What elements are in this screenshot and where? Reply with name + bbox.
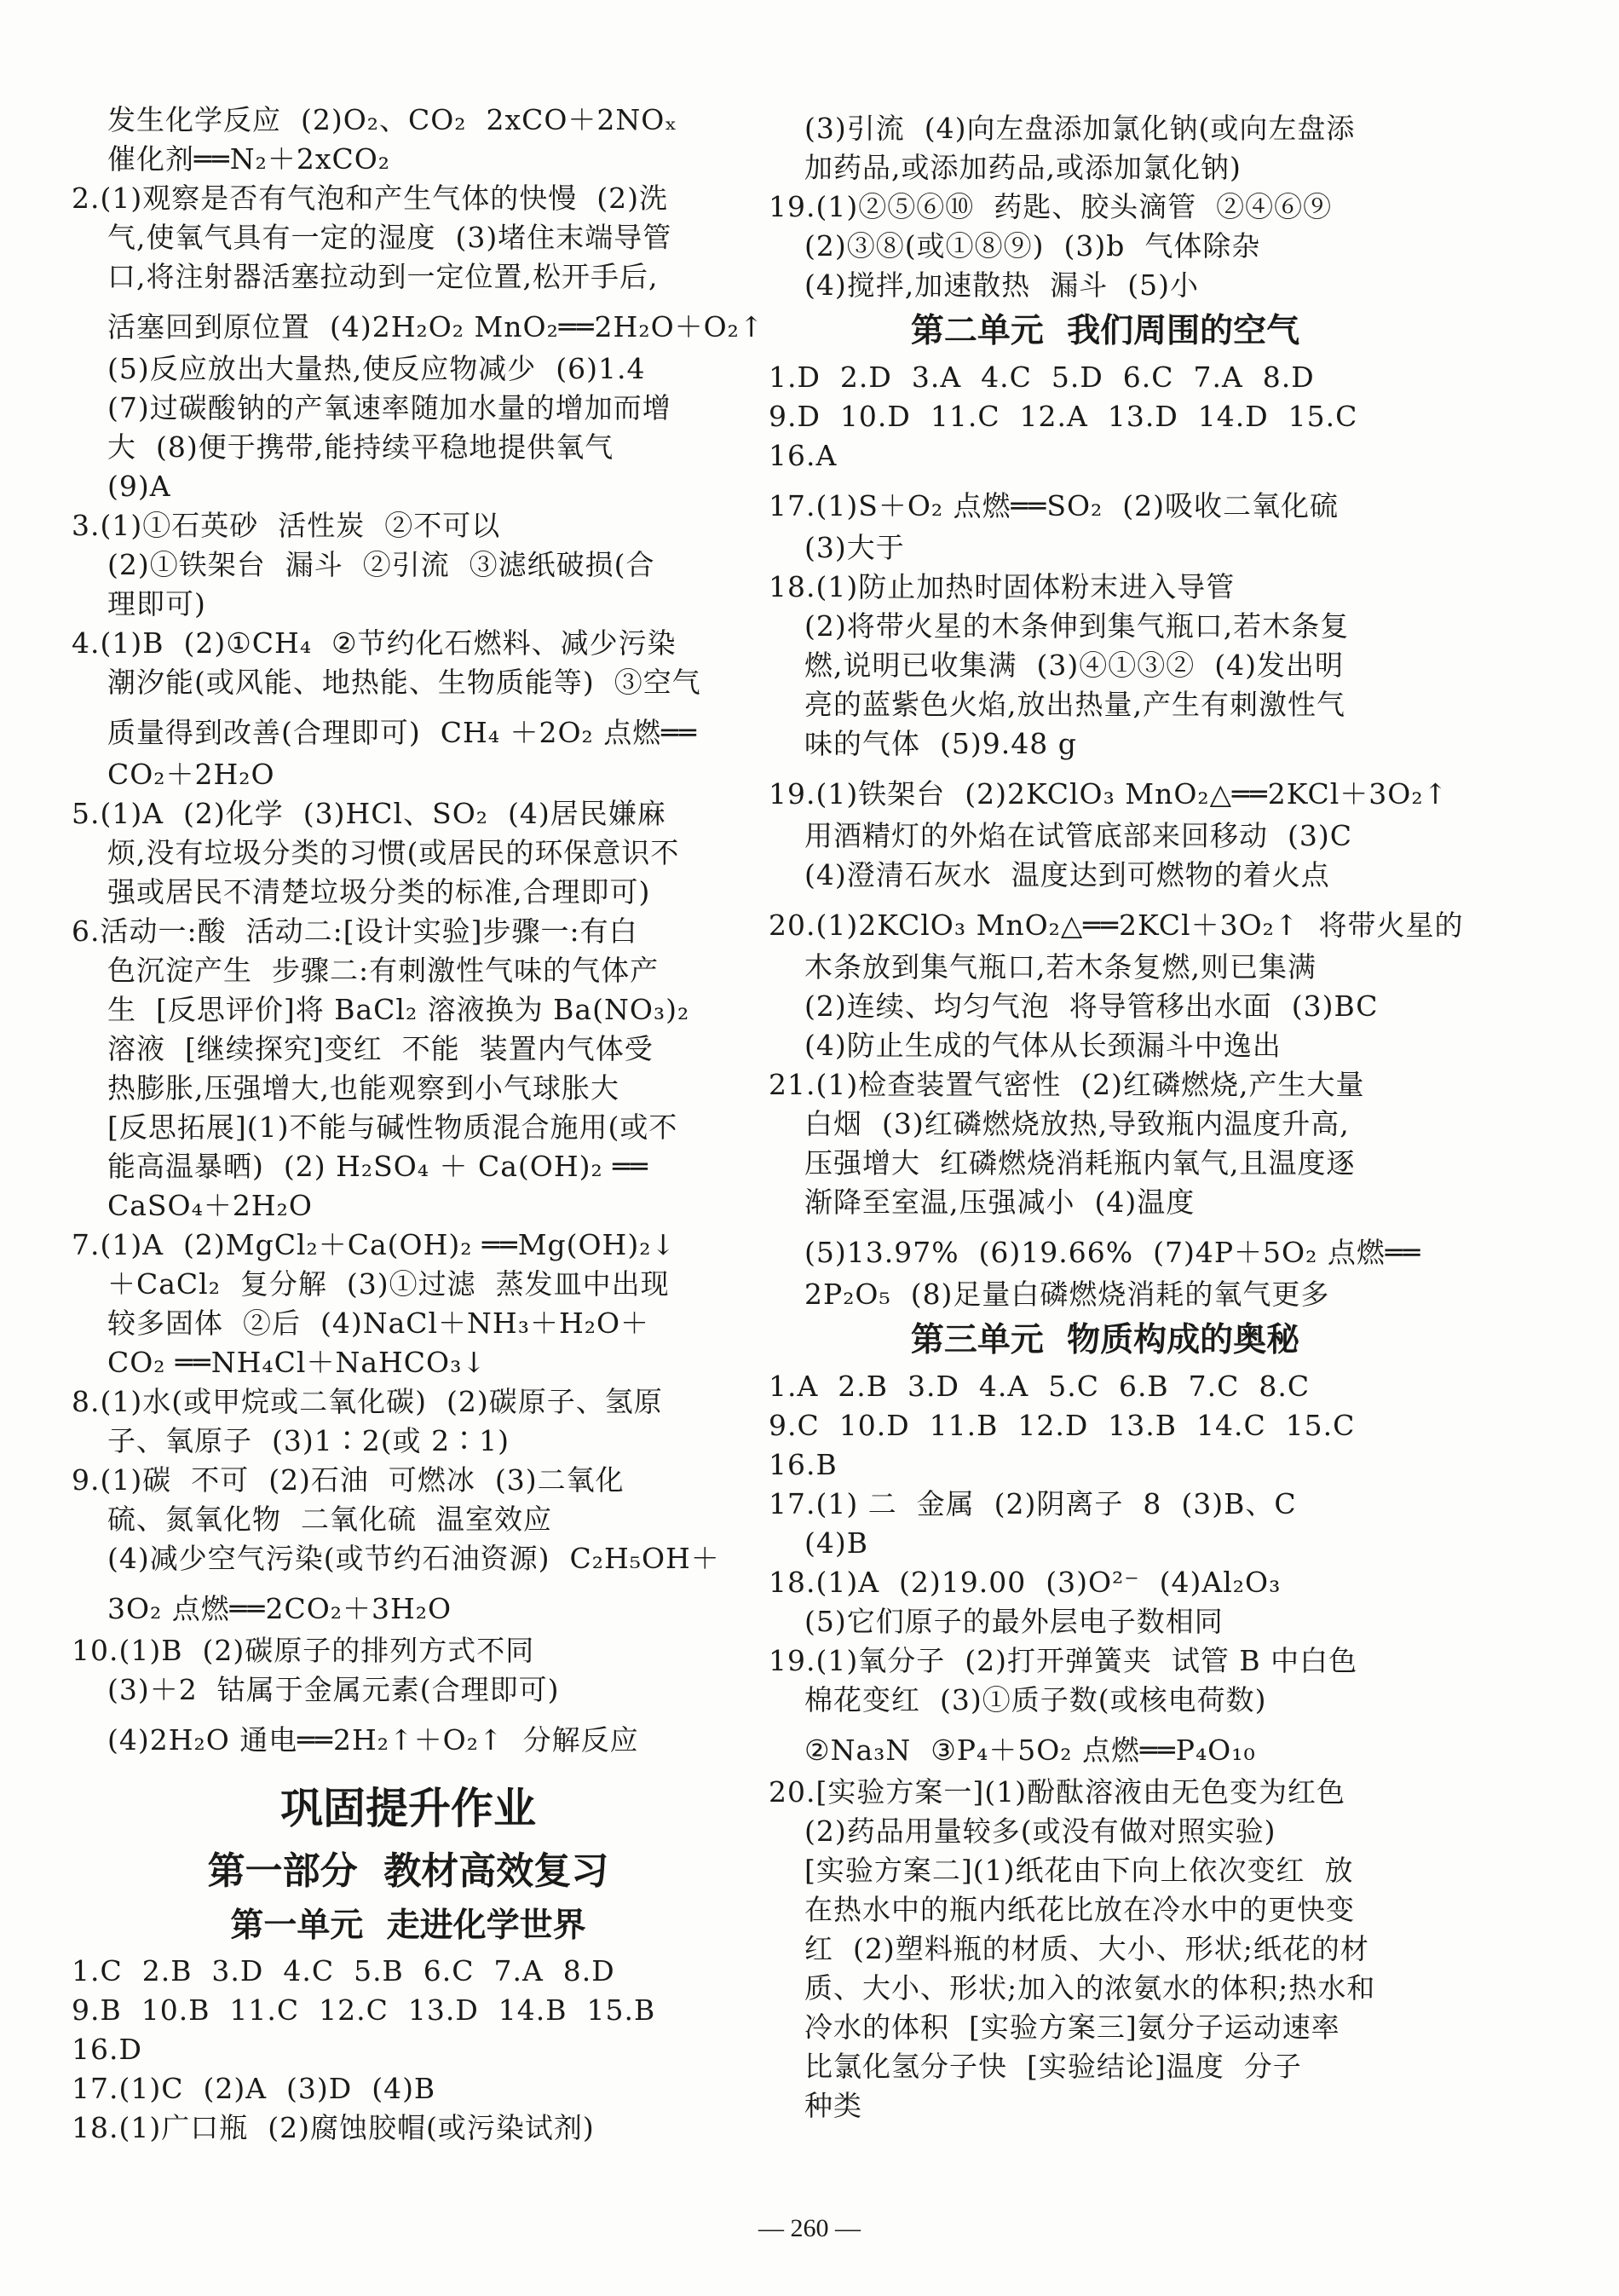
answer-line: (5)反应放出大量热,使反应物减少 (6)1.4 — [107, 352, 646, 385]
answer-line: 潮汐能(或风能、地热能、生物质能等) ③空气 — [107, 666, 701, 699]
answer-line: (9)A — [107, 470, 171, 503]
answer-line: 21.(1)检查装置气密性 (2)红磷燃烧,产生大量 — [769, 1068, 1365, 1101]
answer-line: 活塞回到原位置 (4)2H₂O₂ MnO₂══2H₂O＋O₂↑ — [107, 310, 764, 343]
answer-line: 强或居民不清楚垃圾分类的标准,合理即可) — [107, 875, 651, 909]
answer-line: 16.D — [72, 2033, 142, 2066]
answer-line: 种类 — [804, 2089, 862, 2122]
answer-line: ＋CaCl₂ 复分解 (3)①过滤 蒸发皿中出现 — [107, 1267, 670, 1301]
left-answers — [72, 101, 764, 1762]
answer-line: 红 (2)塑料瓶的材质、大小、形状;纸花的材 — [804, 1932, 1369, 1965]
answer-line: 加药品,或添加药品,或添加氯化钠) — [804, 151, 1242, 184]
answer-line: 硫、氮氧化物 二氧化硫 温室效应 — [107, 1503, 552, 1536]
answer-line: 18.(1)A (2)19.00 (3)O²⁻ (4)Al₂O₃ — [769, 1566, 1282, 1599]
answer-line: 棉花变红 (3)①质子数(或核电荷数) — [804, 1683, 1267, 1716]
answer-line: [反思拓展](1)不能与碱性物质混合施用(或不 — [107, 1111, 678, 1144]
answer-line: 9.B 10.B 11.C 12.C 13.D 14.B 15.B — [72, 1993, 656, 2027]
unit1-answers-cont — [769, 109, 1442, 305]
answer-line: 3O₂ 点燃══2CO₂＋3H₂O — [107, 1592, 452, 1625]
answer-line: 用酒精灯的外焰在试管底部来回移动 (3)C — [804, 819, 1352, 852]
unit2-answers — [769, 358, 1464, 1314]
answer-line: 燃,说明已收集满 (3)④①③② (4)发出明 — [804, 649, 1344, 682]
answer-line: [实验方案二](1)纸花由下向上依次变红 放 — [804, 1854, 1354, 1887]
unit1-answers — [72, 1952, 745, 2148]
answer-line: 19.(1)②⑤⑥⑩ 药匙、胶头滴管 ②④⑥⑨ — [769, 190, 1333, 223]
answer-line: CO₂＋2H₂O — [107, 758, 275, 791]
answer-line: 白烟 (3)红磷燃烧放热,导致瓶内温度升高, — [804, 1107, 1350, 1140]
answer-line: (2)将带火星的木条伸到集气瓶口,若木条复 — [804, 609, 1350, 643]
answer-line: 能高温暴晒) (2) H₂SO₄ ＋ Ca(OH)₂ ══ — [107, 1150, 648, 1183]
answer-line: (4)B — [804, 1526, 868, 1560]
answer-line: (3)大于 — [804, 531, 905, 564]
unit-title-2: 第二单元 我们周围的空气 — [910, 312, 1300, 350]
answer-line: (5)13.97% (6)19.66% (7)4P＋5O₂ 点燃══ — [804, 1236, 1421, 1269]
answer-line: (3)＋2 钴属于金属元素(合理即可) — [107, 1673, 560, 1706]
answer-line: 1.D 2.D 3.A 4.C 5.D 6.C 7.A 8.D — [769, 361, 1315, 394]
answer-line: CaSO₄＋2H₂O — [107, 1189, 313, 1222]
answer-line: (4)2H₂O 通电══2H₂↑＋O₂↑ 分解反应 — [107, 1723, 639, 1757]
answer-line: 16.B — [769, 1448, 838, 1481]
answer-line: 在热水中的瓶内纸花比放在冷水中的更快变 — [804, 1893, 1355, 1926]
answer-line: (4)减少空气污染(或节约石油资源) C₂H₅OH＋ — [107, 1542, 720, 1575]
answer-line: 亮的蓝紫色火焰,放出热量,产生有刺激性气 — [804, 688, 1345, 721]
answer-line: 口,将注射器活塞拉动到一定位置,松开手后, — [107, 260, 659, 293]
answer-line: 4.(1)B (2)①CH₄ ②节约化石燃料、减少污染 — [72, 626, 677, 660]
right-column — [769, 109, 1464, 2126]
section-title: 巩固提升作业 — [280, 1784, 536, 1833]
answer-line: 烦,没有垃圾分类的习惯(或居民的环保意识不 — [107, 836, 680, 869]
answer-line: (2)药品用量较多(或没有做对照实验) — [804, 1814, 1276, 1848]
answer-line: 3.(1)①石英砂 活性炭 ②不可以 — [72, 509, 501, 542]
answer-line: 17.(1) 二 金属 (2)阴离子 8 (3)B、C — [769, 1487, 1297, 1520]
answer-line: 20.[实验方案一](1)酚酞溶液由无色变为红色 — [769, 1775, 1345, 1809]
answer-line: 9.D 10.D 11.C 12.A 13.D 14.D 15.C — [769, 400, 1358, 433]
answer-line: 色沉淀产生 步骤二:有刺激性气味的气体产 — [107, 954, 660, 987]
answer-line: 木条放到集气瓶口,若木条复燃,则已集满 — [804, 950, 1317, 984]
answer-line: 催化剂══N₂＋2xCO₂ — [107, 142, 390, 176]
answer-line: ②Na₃N ③P₄＋5O₂ 点燃══P₄O₁₀ — [804, 1734, 1256, 1767]
answer-line: 5.(1)A (2)化学 (3)HCl、SO₂ (4)居民嫌麻 — [72, 797, 666, 830]
answer-line: 子、氧原子 (3)1∶2(或 2∶1) — [107, 1424, 510, 1457]
part-title: 第一部分 教材高效复习 — [207, 1849, 609, 1893]
answer-line: 9.C 10.D 11.B 12.D 13.B 14.C 15.C — [769, 1409, 1356, 1442]
unit3-answers — [769, 1367, 1442, 2126]
answer-line: (2)③⑧(或①⑧⑨) (3)b 气体除杂 — [804, 229, 1261, 262]
answer-line: 16.A — [769, 439, 838, 472]
answer-line: 6.活动一:酸 活动二:[设计实验]步骤一:有白 — [72, 914, 638, 948]
answer-line: 17.(1)C (2)A (3)D (4)B — [72, 2072, 436, 2105]
answer-line: 理即可) — [107, 587, 206, 620]
answer-line: (3)引流 (4)向左盘添加氯化钠(或向左盘添 — [804, 112, 1356, 145]
answer-line: 1.A 2.B 3.D 4.A 5.C 6.B 7.C 8.C — [769, 1370, 1311, 1403]
answer-line: 7.(1)A (2)MgCl₂＋Ca(OH)₂ ══Mg(OH)₂↓ — [72, 1228, 677, 1261]
answer-line: (4)搅拌,加速散热 漏斗 (5)小 — [804, 268, 1199, 302]
answer-line: 19.(1)铁架台 (2)2KClO₃ MnO₂△══2KCl＋3O₂↑ — [769, 777, 1449, 811]
left-column — [72, 101, 764, 2148]
answer-line: (2)①铁架台 漏斗 ②引流 ③滤纸破损(合 — [107, 548, 655, 581]
answer-line: 19.(1)氧分子 (2)打开弹簧夹 试管 B 中白色 — [769, 1644, 1358, 1677]
answer-line: 17.(1)S＋O₂ 点燃══SO₂ (2)吸收二氧化硫 — [769, 489, 1339, 522]
answer-line: CO₂ ══NH₄Cl＋NaHCO₃↓ — [107, 1346, 487, 1379]
answer-line: 大 (8)便于携带,能持续平稳地提供氧气 — [107, 430, 614, 464]
answer-line: 质量得到改善(合理即可) CH₄ ＋2O₂ 点燃══ — [107, 716, 697, 749]
answer-line: 冷水的体积 [实验方案三]氨分子运动速率 — [804, 2010, 1340, 2044]
answer-line: 比氯化氢分子快 [实验结论]温度 分子 — [804, 2050, 1302, 2083]
answer-line: 压强增大 红磷燃烧消耗瓶内氧气,且温度逐 — [804, 1146, 1356, 1180]
answer-line: (4)澄清石灰水 温度达到可燃物的着火点 — [804, 858, 1330, 891]
answer-line: 10.(1)B (2)碳原子的排列方式不同 — [72, 1634, 535, 1667]
answer-line: (4)防止生成的气体从长颈漏斗中逸出 — [804, 1029, 1282, 1062]
unit-title-1: 第一单元 走进化学世界 — [230, 1907, 586, 1945]
unit-title-3: 第三单元 物质构成的奥秘 — [910, 1321, 1300, 1359]
page-number: — 260 — — [758, 2214, 861, 2242]
answer-line: 9.(1)碳 不可 (2)石油 可燃冰 (3)二氧化 — [72, 1463, 625, 1497]
answer-line: 8.(1)水(或甲烷或二氧化碳) (2)碳原子、氢原 — [72, 1385, 663, 1418]
answer-line: 渐降至室温,压强减小 (4)温度 — [804, 1185, 1196, 1219]
answer-line: (2)连续、均匀气泡 将导管移出水面 (3)BC — [804, 989, 1379, 1023]
answer-line: 2.(1)观察是否有气泡和产生气体的快慢 (2)洗 — [72, 182, 668, 215]
answer-line: 生 [反思评价]将 BaCl₂ 溶液换为 Ba(NO₃)₂ — [107, 993, 690, 1026]
answer-line: 2P₂O₅ (8)足量白磷燃烧消耗的氧气更多 — [804, 1278, 1330, 1311]
answer-line: 气,使氧气具有一定的湿度 (3)堵住末端导管 — [107, 221, 672, 254]
answer-line: 溶液 [继续探究]变红 不能 装置内气体受 — [107, 1032, 654, 1065]
answer-line: (7)过碳酸钠的产氧速率随加水量的增加而增 — [107, 391, 671, 424]
answer-line: 18.(1)广口瓶 (2)腐蚀胶帽(或污染试剂) — [72, 2111, 595, 2144]
answer-line: 味的气体 (5)9.48 g — [804, 727, 1077, 760]
answer-line: 20.(1)2KClO₃ MnO₂△══2KCl＋3O₂↑ 将带火星的 — [769, 909, 1464, 942]
answer-line: 1.C 2.B 3.D 4.C 5.B 6.C 7.A 8.D — [72, 1954, 615, 1987]
answer-line: 较多固体 ②后 (4)NaCl＋NH₃＋H₂O＋ — [107, 1307, 650, 1340]
answer-line: 18.(1)防止加热时固体粉末进入导管 — [769, 570, 1236, 603]
answer-line: 热膨胀,压强增大,也能观察到小气球胀大 — [107, 1071, 619, 1105]
answer-line: 发生化学反应 (2)O₂、CO₂ 2xCO＋2NOₓ — [107, 103, 678, 136]
answer-line: 质、大小、形状;加入的浓氨水的体积;热水和 — [804, 1971, 1376, 2005]
answer-line: (5)它们原子的最外层电子数相同 — [804, 1605, 1224, 1638]
